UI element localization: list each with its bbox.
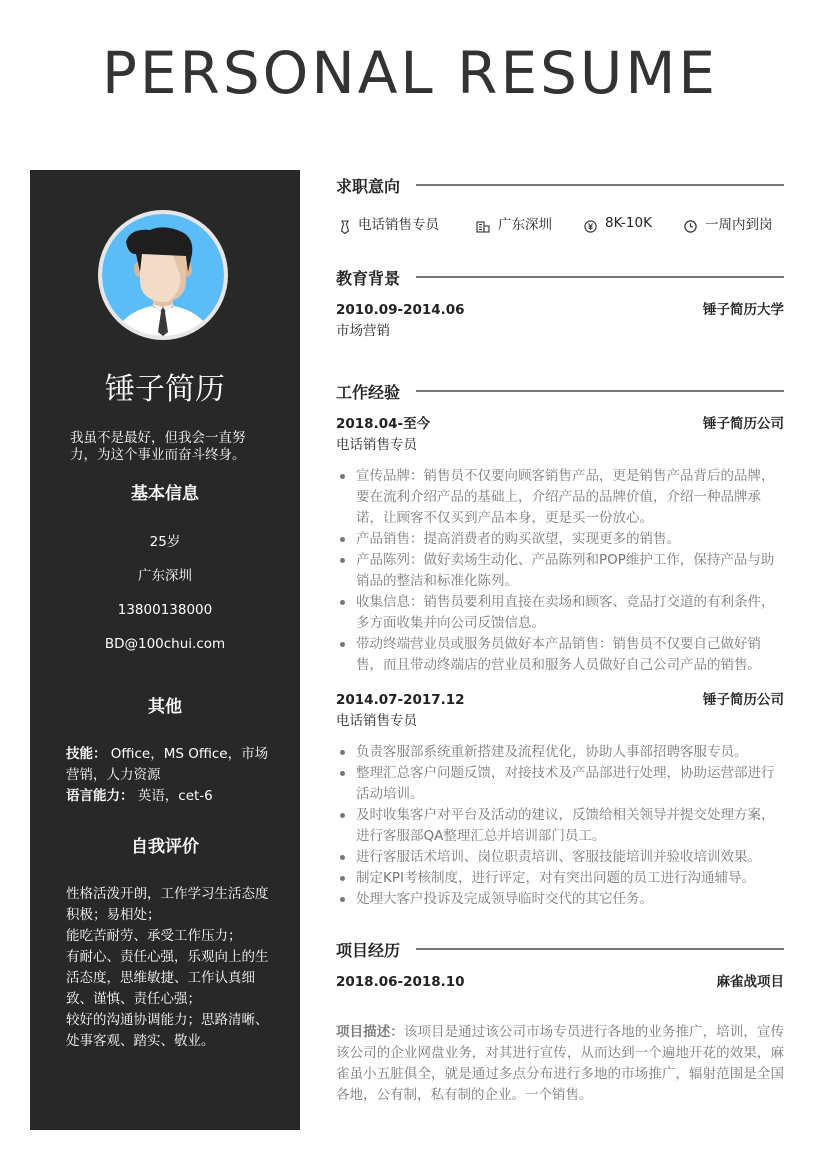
email: BD@100chui.com — [104, 636, 226, 652]
job-intent-heading: 求职意向 — [336, 176, 401, 196]
intent-availability — [684, 212, 773, 233]
duty-item: 收集信息：销售员要利用直接在卖场和顾客、竞品打交道的有利条件，多方面收集并向公司反馈信息。 — [336, 592, 784, 634]
project-name: 麻雀战项目 — [716, 974, 784, 990]
avatar — [98, 210, 228, 340]
education-heading: 教育背景 — [336, 268, 401, 288]
section-divider — [416, 276, 784, 278]
project-entry-header — [336, 972, 784, 992]
skills-value: Office，MS Office，市场营销，人力资源 — [66, 746, 269, 783]
duty-item: 处理大客户投诉及完成领导临时交代的其它任务。 — [336, 889, 784, 910]
education-entry-header — [336, 300, 784, 320]
work-heading: 工作经验 — [336, 382, 401, 402]
self-eval-heading: 自我评价 — [131, 837, 199, 857]
work-entry-header — [336, 690, 784, 710]
work-period: 2018.04-至今 — [336, 416, 431, 432]
projects-heading: 项目经历 — [336, 940, 401, 960]
duty-item: 制定KPI考核制度，进行评定，对有突出问题的员工进行沟通辅导。 — [336, 868, 784, 889]
tie-icon — [340, 220, 350, 234]
age: 25岁 — [149, 534, 181, 550]
projects-header — [336, 936, 784, 962]
self-eval-line: 性格活泼开朗，工作学习生活态度积极；易相处； — [66, 886, 269, 923]
other-heading: 其他 — [148, 697, 182, 717]
duty-item: 产品陈列：做好卖场生动化、产品陈列和POP维护工作，保持产品与助销品的整洁和标准化陈列。 — [336, 550, 784, 592]
intent-location — [476, 212, 552, 233]
project-description — [336, 1022, 784, 1106]
project-desc-text: 该项目是通过该公司市场专员进行各地的业务推广，培训，宣传该公司的企业网盘业务，对其进行宣传，从而达到一个遍地开花的效果，麻雀虽小五脏俱全，就是通过多点分布进行多地的市场推广，辐射范围是全国各地，公有制，私有制的企业。一个销售。 — [336, 1024, 784, 1103]
clock-icon — [684, 220, 697, 233]
intent-salary — [584, 212, 652, 233]
duty-item: 宣传品牌：销售员不仅要向顾客销售产品，更是销售产品背后的品牌，要在流利介绍产品的基础上，介绍产品的品牌价值，介绍一种品牌承诺，让顾客不仅买到产品本身，更是买一份放心。 — [336, 466, 784, 529]
section-divider — [416, 948, 784, 950]
work-company: 锤子简历公司 — [703, 692, 784, 708]
location: 广东深圳 — [138, 568, 192, 584]
language-label: 语言能力： — [66, 788, 134, 804]
work-entry-header — [336, 414, 784, 434]
self-eval — [66, 884, 271, 1052]
duty-item: 及时收集客户对平台及活动的建议，反馈给相关领导并提交处理方案，进行客服部QA整理汇总并培训部门员工。 — [336, 805, 784, 847]
motto: 我虽不是最好，但我会一直努力，为这个事业而奋斗终身。 — [70, 430, 246, 463]
work-header — [336, 378, 784, 404]
duty-item: 带动终端营业员或服务员做好本产品销售：销售员不仅要自己做好销售，而且带动终端店的营业员和服务人员做好自己公司产品的销售。 — [336, 634, 784, 676]
project-period: 2018.06-2018.10 — [336, 974, 465, 990]
languages — [66, 786, 276, 807]
work-company: 锤子简历公司 — [703, 416, 784, 432]
self-eval-line: 较好的沟通协调能力；思路清晰、处事客观、踏实、敬业。 — [66, 1012, 269, 1049]
section-divider — [416, 390, 784, 392]
yuan-icon — [584, 220, 597, 233]
intent-position-label: 电话销售专员 — [358, 217, 439, 233]
project-desc-label: 项目描述： — [336, 1024, 404, 1040]
self-eval-line: 有耐心、责任心强，乐观向上的生活态度，思维敏捷、工作认真细致、谨慎、责任心强； — [66, 949, 269, 1007]
skills — [66, 744, 276, 786]
phone: 13800138000 — [117, 602, 213, 618]
work-position: 电话销售专员 — [336, 713, 417, 729]
education-period: 2010.09-2014.06 — [336, 302, 465, 318]
work-period: 2014.07-2017.12 — [336, 692, 465, 708]
basic-info-heading: 基本信息 — [131, 484, 199, 504]
building-icon — [476, 220, 490, 233]
work-duties — [336, 466, 784, 676]
intent-position — [340, 212, 439, 234]
candidate-name: 锤子简历 — [105, 372, 225, 407]
duty-item: 产品销售：提高消费者的购买欲望，实现更多的销售。 — [336, 529, 784, 550]
intent-salary-label: 8K-10K — [605, 214, 652, 231]
work-position: 电话销售专员 — [336, 437, 417, 453]
education-school: 锤子简历大学 — [703, 302, 784, 318]
intent-location-label: 广东深圳 — [498, 216, 552, 233]
duty-item: 负责客服部系统重新搭建及流程优化，协助人事部招聘客服专员。 — [336, 742, 784, 763]
intent-availability-label: 一周内到岗 — [705, 216, 773, 233]
avatar-illustration-icon — [102, 214, 224, 336]
duty-item: 整理汇总客户问题反馈，对接技术及产品部进行处理，协助运营部进行活动培训。 — [336, 763, 784, 805]
job-intent-header — [336, 172, 784, 198]
work-duties — [336, 742, 784, 910]
education-major: 市场营销 — [336, 323, 390, 339]
duty-item: 进行客服话术培训、岗位职责培训、客服技能培训并验收培训效果。 — [336, 847, 784, 868]
page-title: PERSONAL RESUME — [101, 39, 719, 107]
education-header — [336, 264, 784, 290]
other-info — [66, 744, 276, 807]
sidebar — [30, 170, 300, 1130]
self-eval-line: 能吃苦耐劳、承受工作压力； — [66, 928, 242, 944]
section-divider — [416, 184, 784, 186]
language-value: 英语，cet-6 — [133, 788, 213, 804]
job-intent-row — [336, 212, 784, 236]
skills-label: 技能： — [66, 746, 107, 762]
